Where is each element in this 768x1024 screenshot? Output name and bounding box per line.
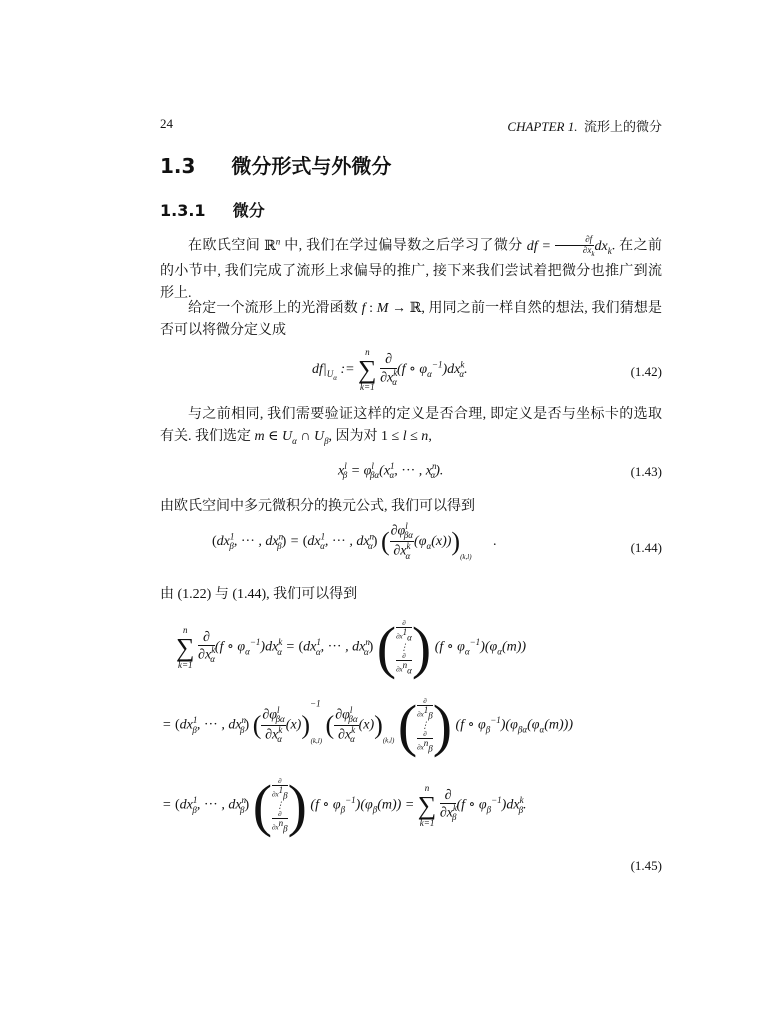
equation-1-45-line-3: = ($dx^1_\beta$, ··· , $dx^n_\beta$) ( $\frac{\partial}{\partial x^1_\beta}$ ⋮ $\frac{\partial}{\partial x^n_\beta}$ ) (f ∘ $\varphi_\beta^{-1})(\varphi_\beta(m))$ = n ∑ k=1 $\frac{\partial}{\partial x^k_\beta}$ (f ∘ $\varphi_\beta^{-1})dx^k_\beta$. — [162, 773, 527, 838]
equation-1-45-line-2: = ($dx^1_\beta$, ··· , $dx^n_\beta$) ( $\frac{\partial\varphi^l_{\beta\alpha}}{\partial x^k_\alpha}$ (x))$^{-1}_{(k,l)}$ ( $\frac{\partial\varphi^l_{\beta\alpha}}{\partial x^k_\alpha}$ $(x))_{(k,l)}$ ( $\frac{\partial}{\partial x^1_\beta}$ ⋮ $\frac{\partial}{\partial x^n_\beta}$ ) (f ∘ $\varphi_\beta^{-1})(\varphi_{\beta\alpha}(\varphi_\alpha(m)))$ — [162, 693, 573, 758]
math-inline: ℝ$^n$ — [264, 236, 281, 254]
paragraph-text: 与之前相同, 我们需要验证这样的定义是否合理, 即定义是否与坐标卡的选取有关. 我们选定 — [160, 407, 662, 444]
paragraph-4: 由欧氏空间中多元微积分的换元公式, 我们可以得到 — [160, 499, 475, 514]
chapter-title: 流形上的微分 — [583, 119, 662, 134]
equation-1-45-line-1: n ∑ k=1 $\frac{\partial}{\partial x^k_\alpha}$ (f ∘ $\varphi_\alpha^{-1})dx^k_\alpha = (dx^1_\alpha$, ··· , $dx^n_\alpha$) ( $\frac{\partial}{\partial x^1_\alpha}$ ⋮ $\frac{\partial}{\partial x^n_\alpha}$ ) (f ∘ $\varphi_\alpha^{-1})(\varphi_\alpha(m))$ — [176, 615, 527, 680]
math-inline: M — [376, 301, 389, 316]
math-inline: 1 ≤ l ≤ n — [381, 429, 429, 444]
paragraph-text: 在欧氏空间 — [188, 238, 265, 254]
math-inline: m ∈ $U_\alpha$ ∩ $U_\beta$ — [254, 429, 329, 446]
paragraph-5: 由 (1.22) 与 (1.44), 我们可以得到 — [160, 587, 358, 602]
equation-number: (1.43) — [630, 464, 662, 479]
section-heading — [160, 150, 391, 179]
equation-number: (1.44) — [630, 540, 662, 555]
paragraph-text: , 用同之前一样自然的想法, 我们猜想是否可以将微分定义成 — [160, 301, 663, 338]
paragraph-3 — [160, 404, 662, 452]
paragraph-text: . 在之前的小节中, 我们完成了流形上求偏导的推广, 接下来我们尝试着把微分也推广到流形上. — [160, 238, 663, 302]
equation-1-44: ($dx^1_\beta$, ··· , $dx^n_\beta) = (dx^1_\alpha$, ··· , $dx^n_\alpha$) ( $\frac{\partial\varphi^l_{\beta\alpha}}{\partial x^k_\alpha}$ $(\varphi_\alpha(x)))_{(k,l)}$ . — [212, 521, 497, 562]
paragraph-text: , 因为对 — [328, 429, 382, 444]
section-title: 微分形式与外微分 — [231, 154, 392, 178]
equation-number: (1.45) — [630, 858, 662, 873]
subsection-number: 1.3.1 — [160, 201, 206, 220]
running-header — [507, 116, 662, 135]
math-inline: f — [361, 301, 366, 316]
subsection-heading — [160, 198, 265, 221]
paragraph-text: 中, 我们在学过偏导数之后学习了微分 — [280, 238, 527, 254]
paragraph-1 — [160, 230, 662, 305]
paragraph-2: 给定一个流形上的光滑函数 f : M → ℝ, 用同之前一样自然的想法, 我们猜想是否可以将微分定义成 — [160, 301, 663, 338]
math-inline: df = $\frac{\partial f}{\partial x_k}$ $dx_k$ — [526, 233, 612, 258]
section-number: 1.3 — [160, 154, 196, 178]
equation-number: (1.42) — [630, 364, 662, 379]
chapter-label: CHAPTER 1. — [507, 119, 578, 134]
paragraph-text: 给定一个流形上的光滑函数 — [188, 301, 362, 316]
equation-1-42: $df|_{U_\alpha}$ := n ∑ k=1 $\frac{\partial}{\partial x^k_\alpha}$ (f ∘ $\varphi_\alpha^{-1})dx^k_\alpha$. — [312, 347, 468, 392]
subsection-title: 微分 — [232, 201, 265, 220]
page-number: 24 — [160, 116, 173, 131]
paragraph-text: , — [428, 429, 432, 444]
equation-1-43: $x^l_\beta = \varphi^l_{\beta\alpha}(x^1_\alpha$, ··· , $x^n_\alpha$). — [338, 461, 444, 481]
